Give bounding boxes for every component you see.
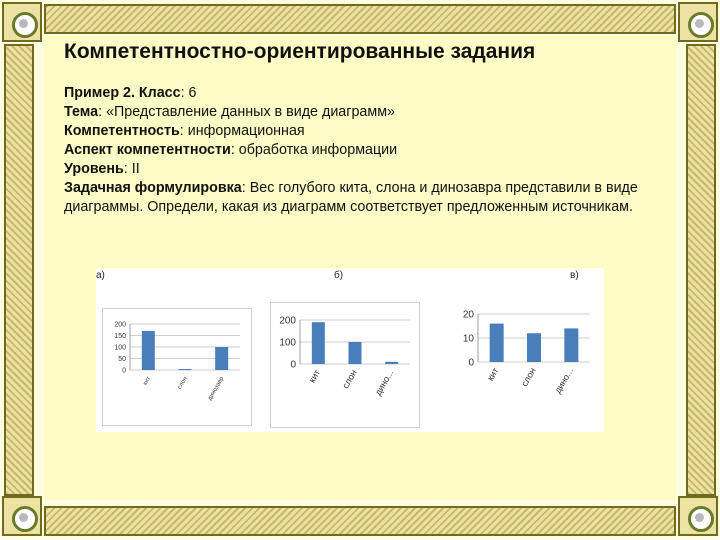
task-line-value: : Вес голубого кита, слона и динозавра представили в виде диаграммы. Определи, какая из диаграмм соответствует предложенным источникам. <box>64 180 638 215</box>
y-tick-label: 50 <box>118 355 126 363</box>
diagram-c-chart <box>448 296 602 428</box>
x-tick-label: кит <box>485 366 501 383</box>
task-line-label: Задачная формулировка <box>64 180 242 196</box>
task-line-value: : обработка информации <box>230 142 398 158</box>
task-line-label: Пример 2. Класс <box>64 85 181 101</box>
bar <box>312 322 325 364</box>
y-tick-label: 0 <box>290 359 296 371</box>
task-line <box>64 103 644 122</box>
task-line-label: Уровень <box>64 161 124 177</box>
task-line <box>64 141 644 160</box>
y-tick-label: 150 <box>114 332 126 340</box>
y-tick-label: 20 <box>462 309 474 321</box>
task-description <box>64 84 644 217</box>
task-line <box>64 160 644 179</box>
x-tick-label: динозавр <box>207 376 226 402</box>
x-tick-label: кит <box>142 376 153 387</box>
x-tick-label: слон <box>340 368 359 391</box>
slide-title: Компетентностно-ориентированные задания <box>64 40 536 63</box>
task-line <box>64 84 644 103</box>
y-tick-label: 100 <box>279 337 296 349</box>
bar <box>385 362 398 364</box>
bar <box>490 324 504 362</box>
task-line <box>64 179 644 217</box>
task-line-label: Тема <box>64 104 99 120</box>
bar <box>349 342 362 364</box>
y-tick-label: 0 <box>468 357 474 369</box>
diagram-label-a: а) <box>96 270 105 281</box>
diagram-label-c: в) <box>570 270 579 281</box>
diagram-a-chart <box>102 308 252 426</box>
x-tick-label: слон <box>519 366 538 389</box>
y-tick-label: 200 <box>279 315 296 327</box>
diagram-b-chart <box>270 302 420 428</box>
frame-right-border <box>686 44 716 496</box>
bar <box>527 333 541 362</box>
diagram-label-b: б) <box>334 270 344 281</box>
bar <box>564 328 578 362</box>
task-line-value: : 6 <box>180 85 197 101</box>
y-tick-label: 100 <box>114 344 126 352</box>
task-line-value: : «Представление данных в виде диаграмм» <box>98 104 395 120</box>
x-tick-label: слон <box>176 376 189 391</box>
task-line-label: Компетентность <box>64 123 180 139</box>
task-line-value: : информационная <box>179 123 305 139</box>
frame-corner-bottom-left-icon <box>2 496 42 536</box>
frame-corner-bottom-right-icon <box>678 496 718 536</box>
frame-bottom-border <box>44 506 676 536</box>
frame-corner-top-left-icon <box>2 2 42 42</box>
bar <box>179 369 192 370</box>
bar <box>142 331 155 370</box>
x-tick-label: дино... <box>372 368 396 398</box>
y-tick-label: 10 <box>462 333 474 345</box>
frame-corner-top-right-icon <box>678 2 718 42</box>
bar <box>215 347 228 370</box>
x-tick-label: дино... <box>552 366 576 396</box>
frame-top-border <box>44 4 676 34</box>
frame-left-border <box>4 44 34 496</box>
diagrams-panel <box>96 268 604 432</box>
y-tick-label: 0 <box>122 367 126 375</box>
task-line-value: : II <box>123 161 140 177</box>
x-tick-label: кит <box>306 368 323 385</box>
task-line <box>64 122 644 141</box>
y-tick-label: 200 <box>114 321 126 329</box>
task-line-label: Аспект компетентности <box>64 142 231 158</box>
